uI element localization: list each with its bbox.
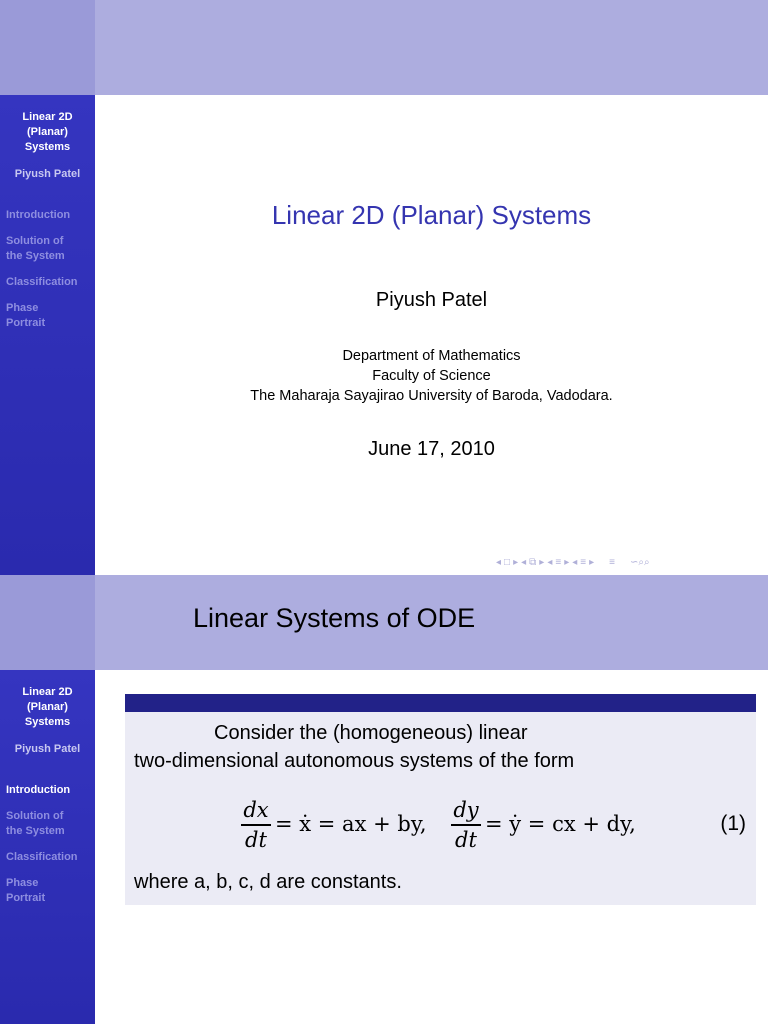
institute-line: Faculty of Science bbox=[372, 368, 491, 384]
institute-line: The Maharaja Sayajirao University of Baroda, Vadodara. bbox=[250, 388, 613, 404]
sidebar-title-line: (Planar) bbox=[27, 701, 68, 713]
sidebar-item-solution[interactable] bbox=[6, 234, 92, 264]
nav-document-icon[interactable]: ≡ bbox=[580, 557, 587, 568]
sidebar-title-line: Linear 2D bbox=[22, 686, 73, 698]
block-line-2: two-dimensional autonomous systems of the form bbox=[134, 750, 575, 772]
content-block bbox=[125, 694, 756, 905]
sidebar-item-label: Solution of bbox=[6, 235, 64, 247]
sidebar-item-classification[interactable] bbox=[6, 850, 92, 865]
fraction-dx-dt bbox=[241, 798, 271, 852]
block-line-1: Consider the (homogeneous) linear bbox=[214, 722, 528, 744]
sidebar-item-label: Portrait bbox=[6, 317, 46, 329]
presentation-date: June 17, 2010 bbox=[368, 438, 495, 460]
nav-left-arrow-icon[interactable]: ◂ bbox=[572, 557, 578, 568]
sidebar-item-label: Introduction bbox=[6, 784, 71, 796]
sidebar-item-label: Introduction bbox=[6, 209, 71, 221]
block-header bbox=[125, 694, 756, 712]
nav-right-arrow-icon[interactable]: ▸ bbox=[539, 557, 545, 568]
sidebar-item-phase-portrait[interactable] bbox=[6, 301, 92, 331]
frame-title: Linear Systems of ODE bbox=[193, 603, 476, 633]
sidebar-item-phase-portrait[interactable] bbox=[6, 876, 92, 906]
nav-right-arrow-icon[interactable]: ▸ bbox=[589, 557, 595, 568]
nav-left-arrow-icon[interactable]: ◂ bbox=[547, 557, 553, 568]
sidebar-item-label: the System bbox=[6, 825, 65, 837]
sidebar-author[interactable]: Piyush Patel bbox=[14, 743, 81, 755]
fraction-numerator: dy bbox=[453, 798, 479, 822]
sidebar-title[interactable] bbox=[0, 685, 95, 730]
presentation-author: Piyush Patel bbox=[375, 289, 488, 311]
sidebar-title-line: Systems bbox=[24, 716, 71, 728]
sidebar-item-label: Classification bbox=[6, 851, 78, 863]
nav-left-arrow-icon[interactable]: ◂ bbox=[496, 557, 502, 568]
sidebar-item-label: Solution of bbox=[6, 810, 64, 822]
presentation-title: Linear 2D (Planar) Systems bbox=[271, 200, 592, 230]
equation bbox=[125, 798, 756, 858]
equation-number: (1) bbox=[720, 812, 746, 835]
fraction-bar bbox=[241, 824, 271, 826]
sidebar-title-line: Systems bbox=[24, 141, 71, 153]
sidebar-item-introduction[interactable] bbox=[6, 783, 92, 798]
fraction-dy-dt bbox=[451, 798, 481, 852]
sidebar-title-line: (Planar) bbox=[27, 126, 68, 138]
fraction-numerator: dx bbox=[243, 798, 269, 822]
sidebar-item-label: Classification bbox=[6, 276, 78, 288]
institute bbox=[95, 346, 768, 406]
nav-left-arrow-icon[interactable]: ◂ bbox=[521, 557, 527, 568]
nav-right-arrow-icon[interactable]: ▸ bbox=[513, 557, 519, 568]
sidebar-item-label: Phase bbox=[6, 877, 39, 889]
sidebar-item-label: Phase bbox=[6, 302, 39, 314]
sidebar-author[interactable]: Piyush Patel bbox=[14, 168, 81, 180]
sidebar-title[interactable] bbox=[0, 110, 95, 155]
sidebar-title-line: Linear 2D bbox=[22, 111, 73, 123]
nav-right-arrow-icon[interactable]: ▸ bbox=[564, 557, 570, 568]
nav-search-icon[interactable]: ∽⌕⌕ bbox=[629, 557, 650, 568]
sidebar-item-label: Portrait bbox=[6, 892, 46, 904]
sidebar bbox=[0, 670, 95, 1024]
sidebar-item-classification[interactable] bbox=[6, 275, 92, 290]
nav-subsection-icon[interactable]: ⧉ bbox=[529, 557, 537, 568]
header-corner bbox=[0, 575, 95, 670]
institute-line: Department of Mathematics bbox=[342, 348, 521, 364]
fraction-denominator: dt bbox=[455, 827, 477, 852]
equation-part-2: = ẏ = cx + dy, bbox=[485, 812, 636, 836]
header-corner bbox=[0, 0, 95, 95]
nav-section-icon[interactable]: ≡ bbox=[555, 557, 562, 568]
sidebar-item-solution[interactable] bbox=[6, 809, 92, 839]
sidebar bbox=[0, 95, 95, 575]
nav-frame-icon[interactable]: □ bbox=[504, 557, 511, 568]
content-slide bbox=[0, 575, 768, 1024]
fraction-bar bbox=[451, 824, 481, 826]
nav-align-icon[interactable]: ≡ bbox=[609, 557, 615, 568]
block-line-3: where a, b, c, d are constants. bbox=[134, 871, 402, 893]
header-bar bbox=[95, 0, 768, 95]
equation-part-1: = ẋ = ax + by, bbox=[275, 812, 427, 836]
beamer-navigation bbox=[496, 557, 650, 569]
sidebar-item-introduction[interactable] bbox=[6, 208, 92, 223]
fraction-denominator: dt bbox=[245, 827, 267, 852]
sidebar-item-label: the System bbox=[6, 250, 65, 262]
